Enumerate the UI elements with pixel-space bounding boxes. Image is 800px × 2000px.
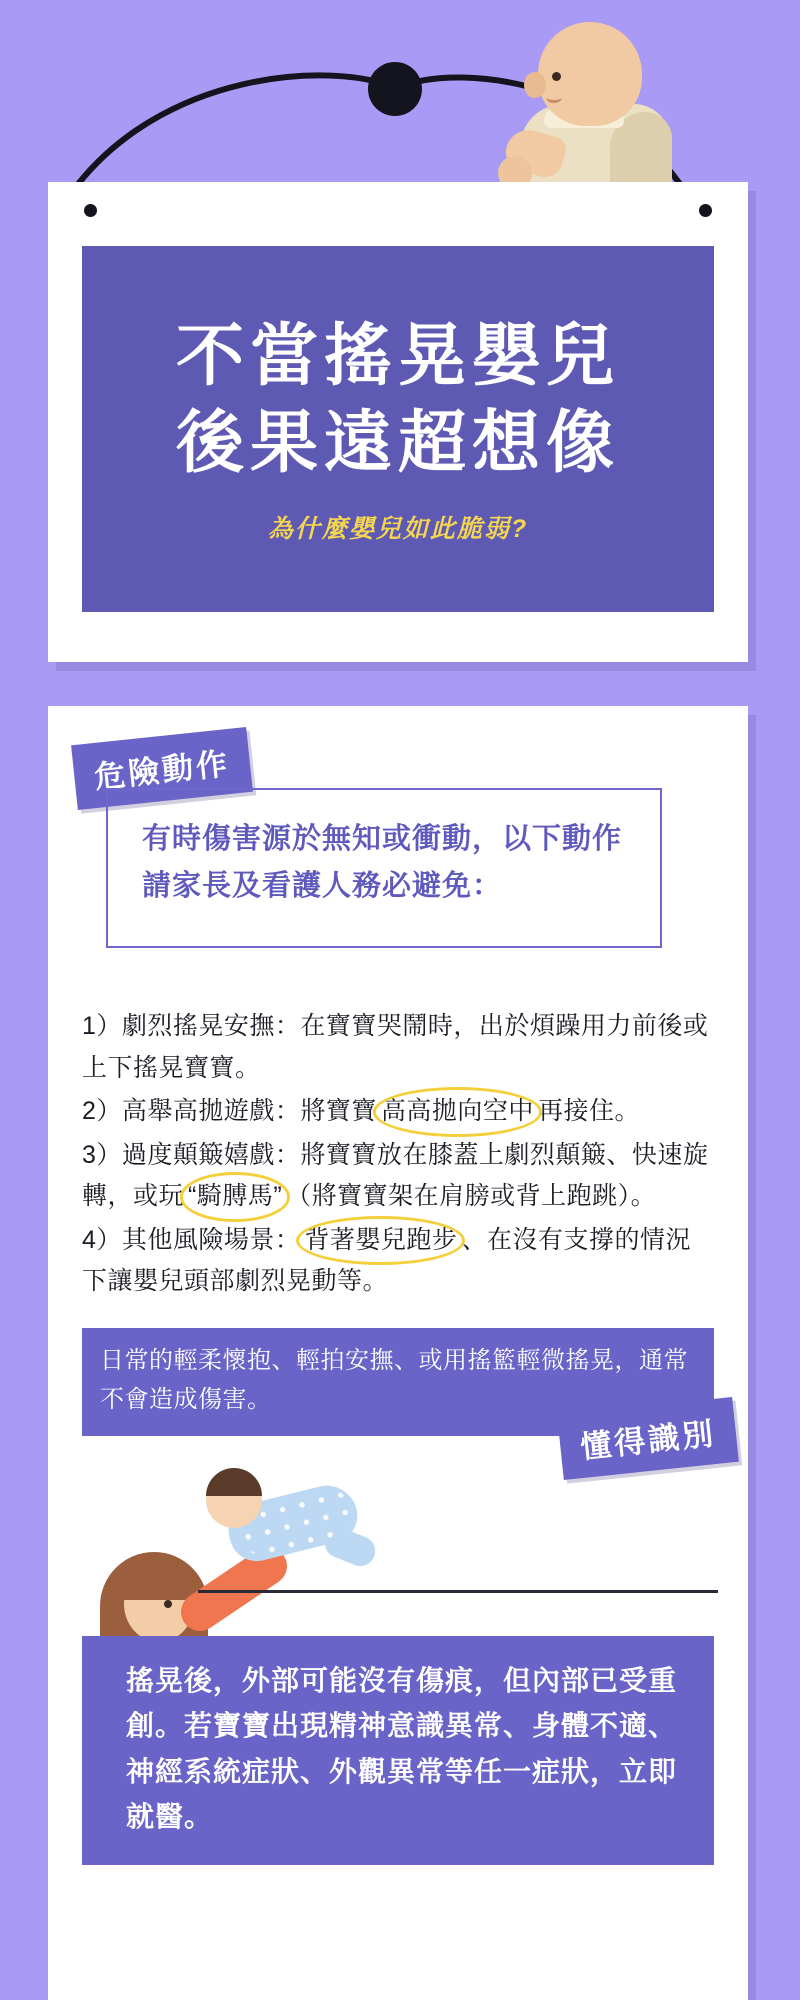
poster-title-line-2: 後果遠超想像 <box>175 405 620 481</box>
section-divider <box>198 1590 718 1593</box>
baby-ear-shape <box>524 72 546 98</box>
lead-statement-text: 有時傷害源於無知或衝動，以下動作請家長及看護人務必避免： <box>142 823 623 902</box>
pin-right-icon <box>699 204 712 217</box>
list-item-index: 3） <box>82 1140 122 1169</box>
list-item-highlight: 高高拋向空中 <box>377 1091 538 1133</box>
poster-title-line-1: 不當搖晃嬰兒 <box>175 317 620 394</box>
baby-lifted-hair-shape <box>206 1468 262 1496</box>
list-item-text: 高舉高拋遊戲：將寶寶 <box>121 1097 377 1125</box>
cord-knob-icon <box>368 62 422 116</box>
baby-eye-icon <box>552 72 561 81</box>
baby-mouth-icon <box>546 92 562 103</box>
safe-handling-note: 日常的輕柔懷抱、輕拍安撫、或用搖籃輕微搖晃，通常不會造成傷害。 <box>82 1328 714 1436</box>
list-item-index: 1） <box>82 1012 122 1040</box>
danger-action-list <box>82 1006 712 1305</box>
list-item-text-after: 再接住。 <box>537 1097 640 1125</box>
pin-left-icon <box>84 204 97 217</box>
ribbon-know-how-to-identify: 懂得識別 <box>557 1397 739 1480</box>
list-item-highlight: “騎膊馬” <box>184 1176 286 1218</box>
list-item-text: 劇烈搖晃安撫：在寶寶哭鬧時，出於煩躁用力前後或上下搖晃寶寶。 <box>82 1012 709 1082</box>
list-item-text: 其他風險場景： <box>121 1225 301 1254</box>
lead-statement-box <box>106 788 662 948</box>
content-card <box>48 706 748 2000</box>
list-item <box>82 1091 712 1133</box>
closing-advice-text: 搖晃後，外部可能沒有傷痕，但內部已受重創。若寶寶出現精神意識異常、身體不適、神經系統症狀、外觀異常等任一症狀，立即就醫。 <box>126 1665 678 1833</box>
list-item-text: 過度顛簸嬉戲：將寶寶放在膝蓋上劇烈顛簸、快速旋轉，或玩 <box>82 1140 709 1210</box>
list-item-highlight: 背著嬰兒跑步 <box>300 1220 461 1262</box>
list-item <box>82 1006 712 1089</box>
list-item <box>82 1220 712 1303</box>
closing-advice-box <box>82 1636 714 1865</box>
mother-eye-icon <box>164 1600 172 1608</box>
title-panel <box>82 246 714 612</box>
ribbon-danger-actions: 危險動作 <box>71 727 253 810</box>
title-card <box>48 182 748 662</box>
list-item-index: 4） <box>82 1225 122 1254</box>
list-item-text-after: 、在沒有支撐的情況下讓嬰兒頭部劇烈晃動等。 <box>82 1225 691 1295</box>
poster-subtitle: 為什麼嬰兒如此脆弱? <box>267 515 529 544</box>
list-item-index: 2） <box>82 1097 122 1125</box>
list-item <box>82 1135 712 1218</box>
list-item-text-after: （將寶寶架在肩膀或背上跑跳）。 <box>286 1182 657 1210</box>
cord-left-icon <box>72 75 396 192</box>
